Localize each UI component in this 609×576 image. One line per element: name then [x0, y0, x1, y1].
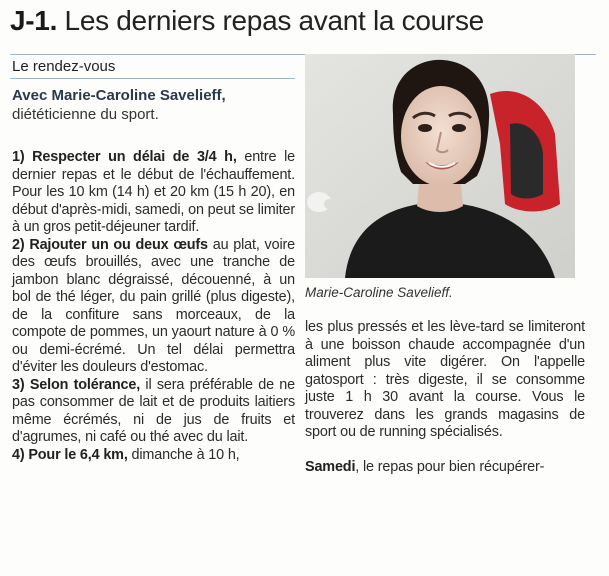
paragraph-saturday	[305, 459, 585, 477]
paragraph-1	[12, 149, 295, 237]
paragraph-4-continuation: les plus pressés et les lève-tard se limiteront à une boisson chaude accompagnée d'un aliment plus vite digérer. On l'appelle gatosport : très digeste, il se consomme juste 1 h 30 avant la course. Vous le trouverez dans les grands magasins de sport ou de running spécialisés.	[305, 319, 585, 440]
portrait-illustration	[305, 54, 575, 278]
headline-prefix: J-1.	[10, 5, 58, 36]
byline	[12, 86, 297, 124]
paragraph-4	[12, 447, 295, 465]
paragraph-3	[12, 377, 295, 447]
headline-title: Les derniers repas avant la course	[64, 5, 484, 36]
photo-caption: Marie-Caroline Savelieff.	[305, 285, 453, 300]
article-left-column	[12, 149, 295, 464]
paragraph-2-lead: 2) Rajouter un ou deux œufs	[12, 236, 208, 253]
saturday-lead: Samedi	[305, 458, 356, 475]
paragraph-2-text: au plat, voire des œufs brouillés, avec une tranche de jambon blanc dégraissé, découenné, à un bol de thé léger, du pain grillé (plus digeste), de la confiture sans morceaux, de la compote de pommes, un yaourt nature à 0 % ou demi-écrémé. Un tel délai permettra d'éviter les douleurs d'estomac.	[12, 236, 295, 375]
article-right-column	[305, 319, 585, 476]
paragraph-3-text: il sera préférable de ne pas consommer de lait et de produits laitiers même écrémés, ni de jus de fruits et d'agrumes, ni café ou thé avec du lait.	[12, 376, 295, 445]
paragraph-4-lead: 4) Pour le 6,4 km,	[12, 446, 128, 463]
saturday-text: , le repas pour bien récupérer-	[355, 458, 545, 475]
portrait-photo	[305, 54, 575, 278]
paragraph-2	[12, 237, 295, 377]
paragraph-3-lead: 3) Selon tolérance,	[12, 376, 141, 393]
paragraph-1-text: entre le dernier repas et le début de l'échauffement. Pour les 10 km (14 h) et 20 km (15 h 20), en début d'après-midi, samedi, on peut se limiter à un gros petit-déjeuner tardif.	[12, 149, 295, 235]
byline-role: diététicienne du sport.	[12, 106, 159, 123]
paragraph-1-lead: 1) Respecter un délai de 3/4 h,	[12, 149, 237, 165]
paragraph-4-text: dimanche à 10 h,	[127, 446, 240, 463]
kicker-rule	[10, 78, 295, 79]
byline-name: Avec Marie-Caroline Savelieff,	[12, 87, 226, 104]
headline	[10, 4, 600, 38]
section-kicker: Le rendez-vous	[12, 58, 116, 75]
